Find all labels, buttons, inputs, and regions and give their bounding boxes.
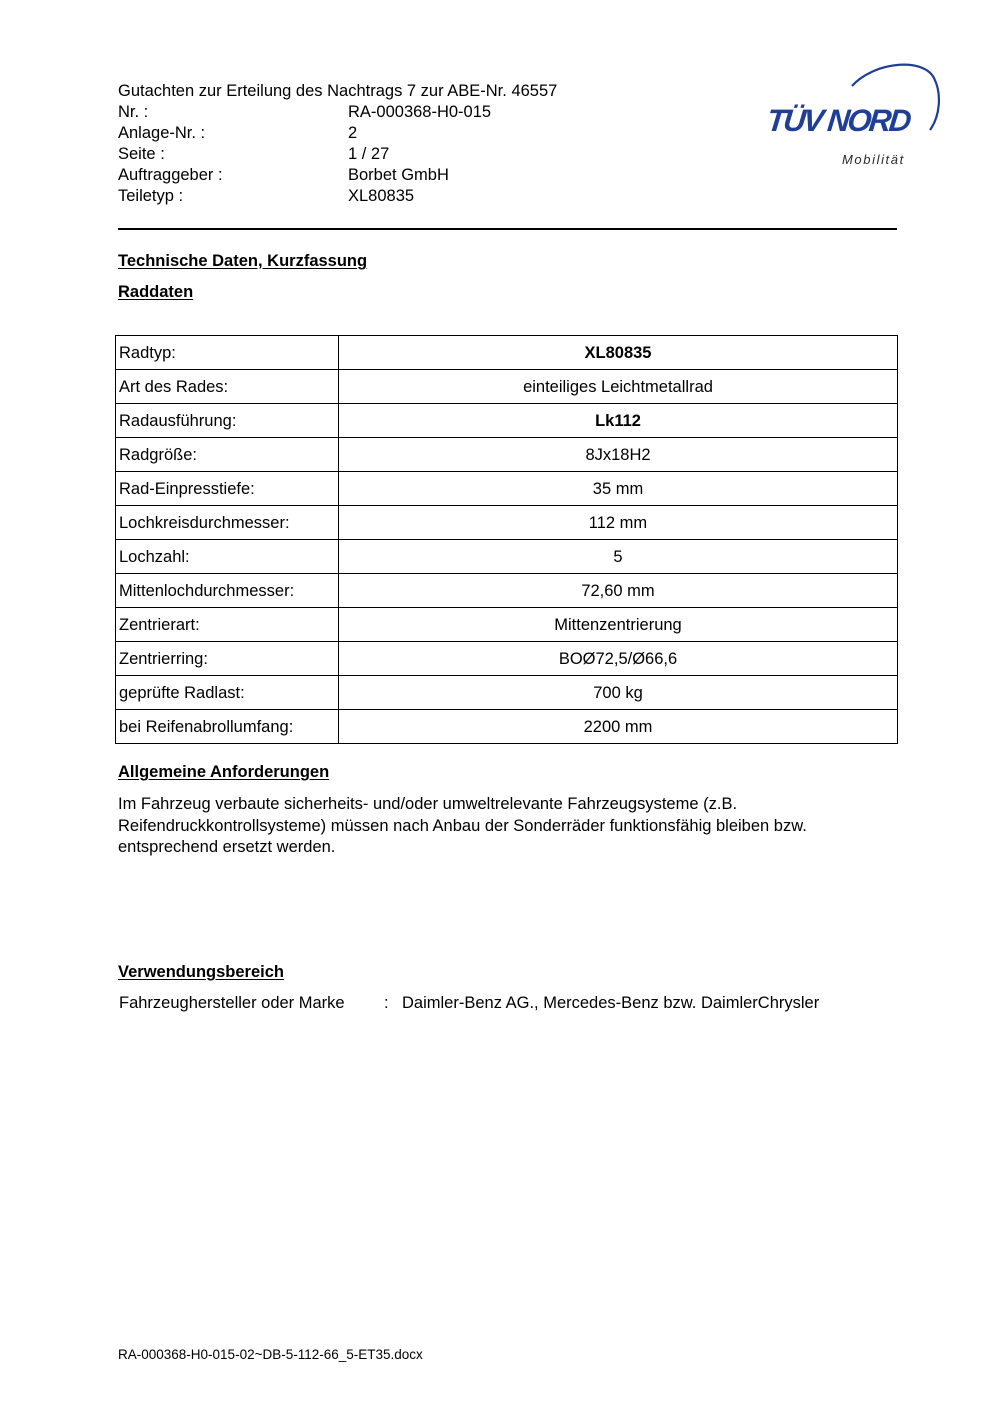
header-key: Nr. : xyxy=(118,103,149,121)
row-label: Radgröße: xyxy=(116,438,339,472)
table-row xyxy=(116,404,898,438)
table-row xyxy=(116,438,898,472)
row-value: XL80835 xyxy=(339,336,898,370)
logo-subtitle: Mobilität xyxy=(842,152,905,167)
row-value: einteiliges Leichtmetallrad xyxy=(339,370,898,404)
usage-separator: : xyxy=(384,994,389,1012)
table-row xyxy=(116,676,898,710)
tuv-nord-logo xyxy=(762,58,942,170)
heading-tech-data: Technische Daten, Kurzfassung xyxy=(118,252,368,270)
row-label: bei Reifenabrollumfang: xyxy=(116,710,339,744)
row-label: Rad-Einpresstiefe: xyxy=(116,472,339,506)
header-row-anlage xyxy=(118,123,557,144)
usage-key: Fahrzeughersteller oder Marke xyxy=(119,994,345,1012)
row-value: 35 mm xyxy=(339,472,898,506)
row-label: Mittenlochdurchmesser: xyxy=(116,574,339,608)
usage-value: Daimler-Benz AG., Mercedes-Benz bzw. DaimlerChrysler xyxy=(402,994,820,1012)
header-value: 1 / 27 xyxy=(348,145,390,163)
logo-mark: TÜV NORD xyxy=(765,103,911,138)
table-row xyxy=(116,370,898,404)
row-value: 700 kg xyxy=(339,676,898,710)
heading-wheel-data: Raddaten xyxy=(118,283,194,301)
row-label: Lochkreisdurchmesser: xyxy=(116,506,339,540)
table-row xyxy=(116,710,898,744)
heading-usage: Verwendungsbereich xyxy=(118,963,284,981)
header-value: Borbet GmbH xyxy=(348,166,449,184)
general-requirements-text: Im Fahrzeug verbaute sicherheits- und/oder umweltrelevante Fahrzeugsysteme (z.B. Reifendruckkontrollsysteme) müssen nach Anbau der Sonderräder funktionsfähig bleiben bzw. entsprechend ersetzt werden. xyxy=(118,795,807,856)
header-value: RA-000368-H0-015 xyxy=(348,103,492,121)
row-label: Zentrierart: xyxy=(116,608,339,642)
row-label: Radausführung: xyxy=(116,404,339,438)
row-label: geprüfte Radlast: xyxy=(116,676,339,710)
table-row xyxy=(116,506,898,540)
table-row xyxy=(116,336,898,370)
row-value: Lk112 xyxy=(339,404,898,438)
row-value: 8Jx18H2 xyxy=(339,438,898,472)
table-row xyxy=(116,540,898,574)
usage-row xyxy=(119,994,819,1013)
table-row xyxy=(116,472,898,506)
table-row xyxy=(116,642,898,676)
row-value: 5 xyxy=(339,540,898,574)
header-key: Auftraggeber : xyxy=(118,166,223,184)
row-value: BOØ72,5/Ø66,6 xyxy=(339,642,898,676)
header-key: Teiletyp : xyxy=(118,187,184,205)
table-row xyxy=(116,608,898,642)
header-divider xyxy=(118,228,897,230)
row-label: Lochzahl: xyxy=(116,540,339,574)
row-label: Art des Rades: xyxy=(116,370,339,404)
header-row-nr xyxy=(118,102,557,123)
header-row-auftraggeber xyxy=(118,165,557,186)
header-key: Anlage-Nr. : xyxy=(118,124,206,142)
row-value: 72,60 mm xyxy=(339,574,898,608)
row-value: Mittenzentrierung xyxy=(339,608,898,642)
row-value: 2200 mm xyxy=(339,710,898,744)
header-value: XL80835 xyxy=(348,187,415,205)
row-label: Zentrierring: xyxy=(116,642,339,676)
row-value: 112 mm xyxy=(339,506,898,540)
footer-filename: RA-000368-H0-015-02~DB-5-112-66_5-ET35.docx xyxy=(118,1347,423,1362)
header-key: Seite : xyxy=(118,145,165,163)
wheel-data-table xyxy=(115,335,898,744)
table-row xyxy=(116,574,898,608)
document-title: Gutachten zur Erteilung des Nachtrags 7 zur ABE-Nr. 46557 xyxy=(118,82,558,100)
document-header xyxy=(118,81,557,207)
heading-general-requirements: Allgemeine Anforderungen xyxy=(118,763,330,781)
row-label: Radtyp: xyxy=(116,336,339,370)
header-row-seite xyxy=(118,144,557,165)
header-value: 2 xyxy=(348,124,358,142)
header-row-teiletyp xyxy=(118,186,557,207)
